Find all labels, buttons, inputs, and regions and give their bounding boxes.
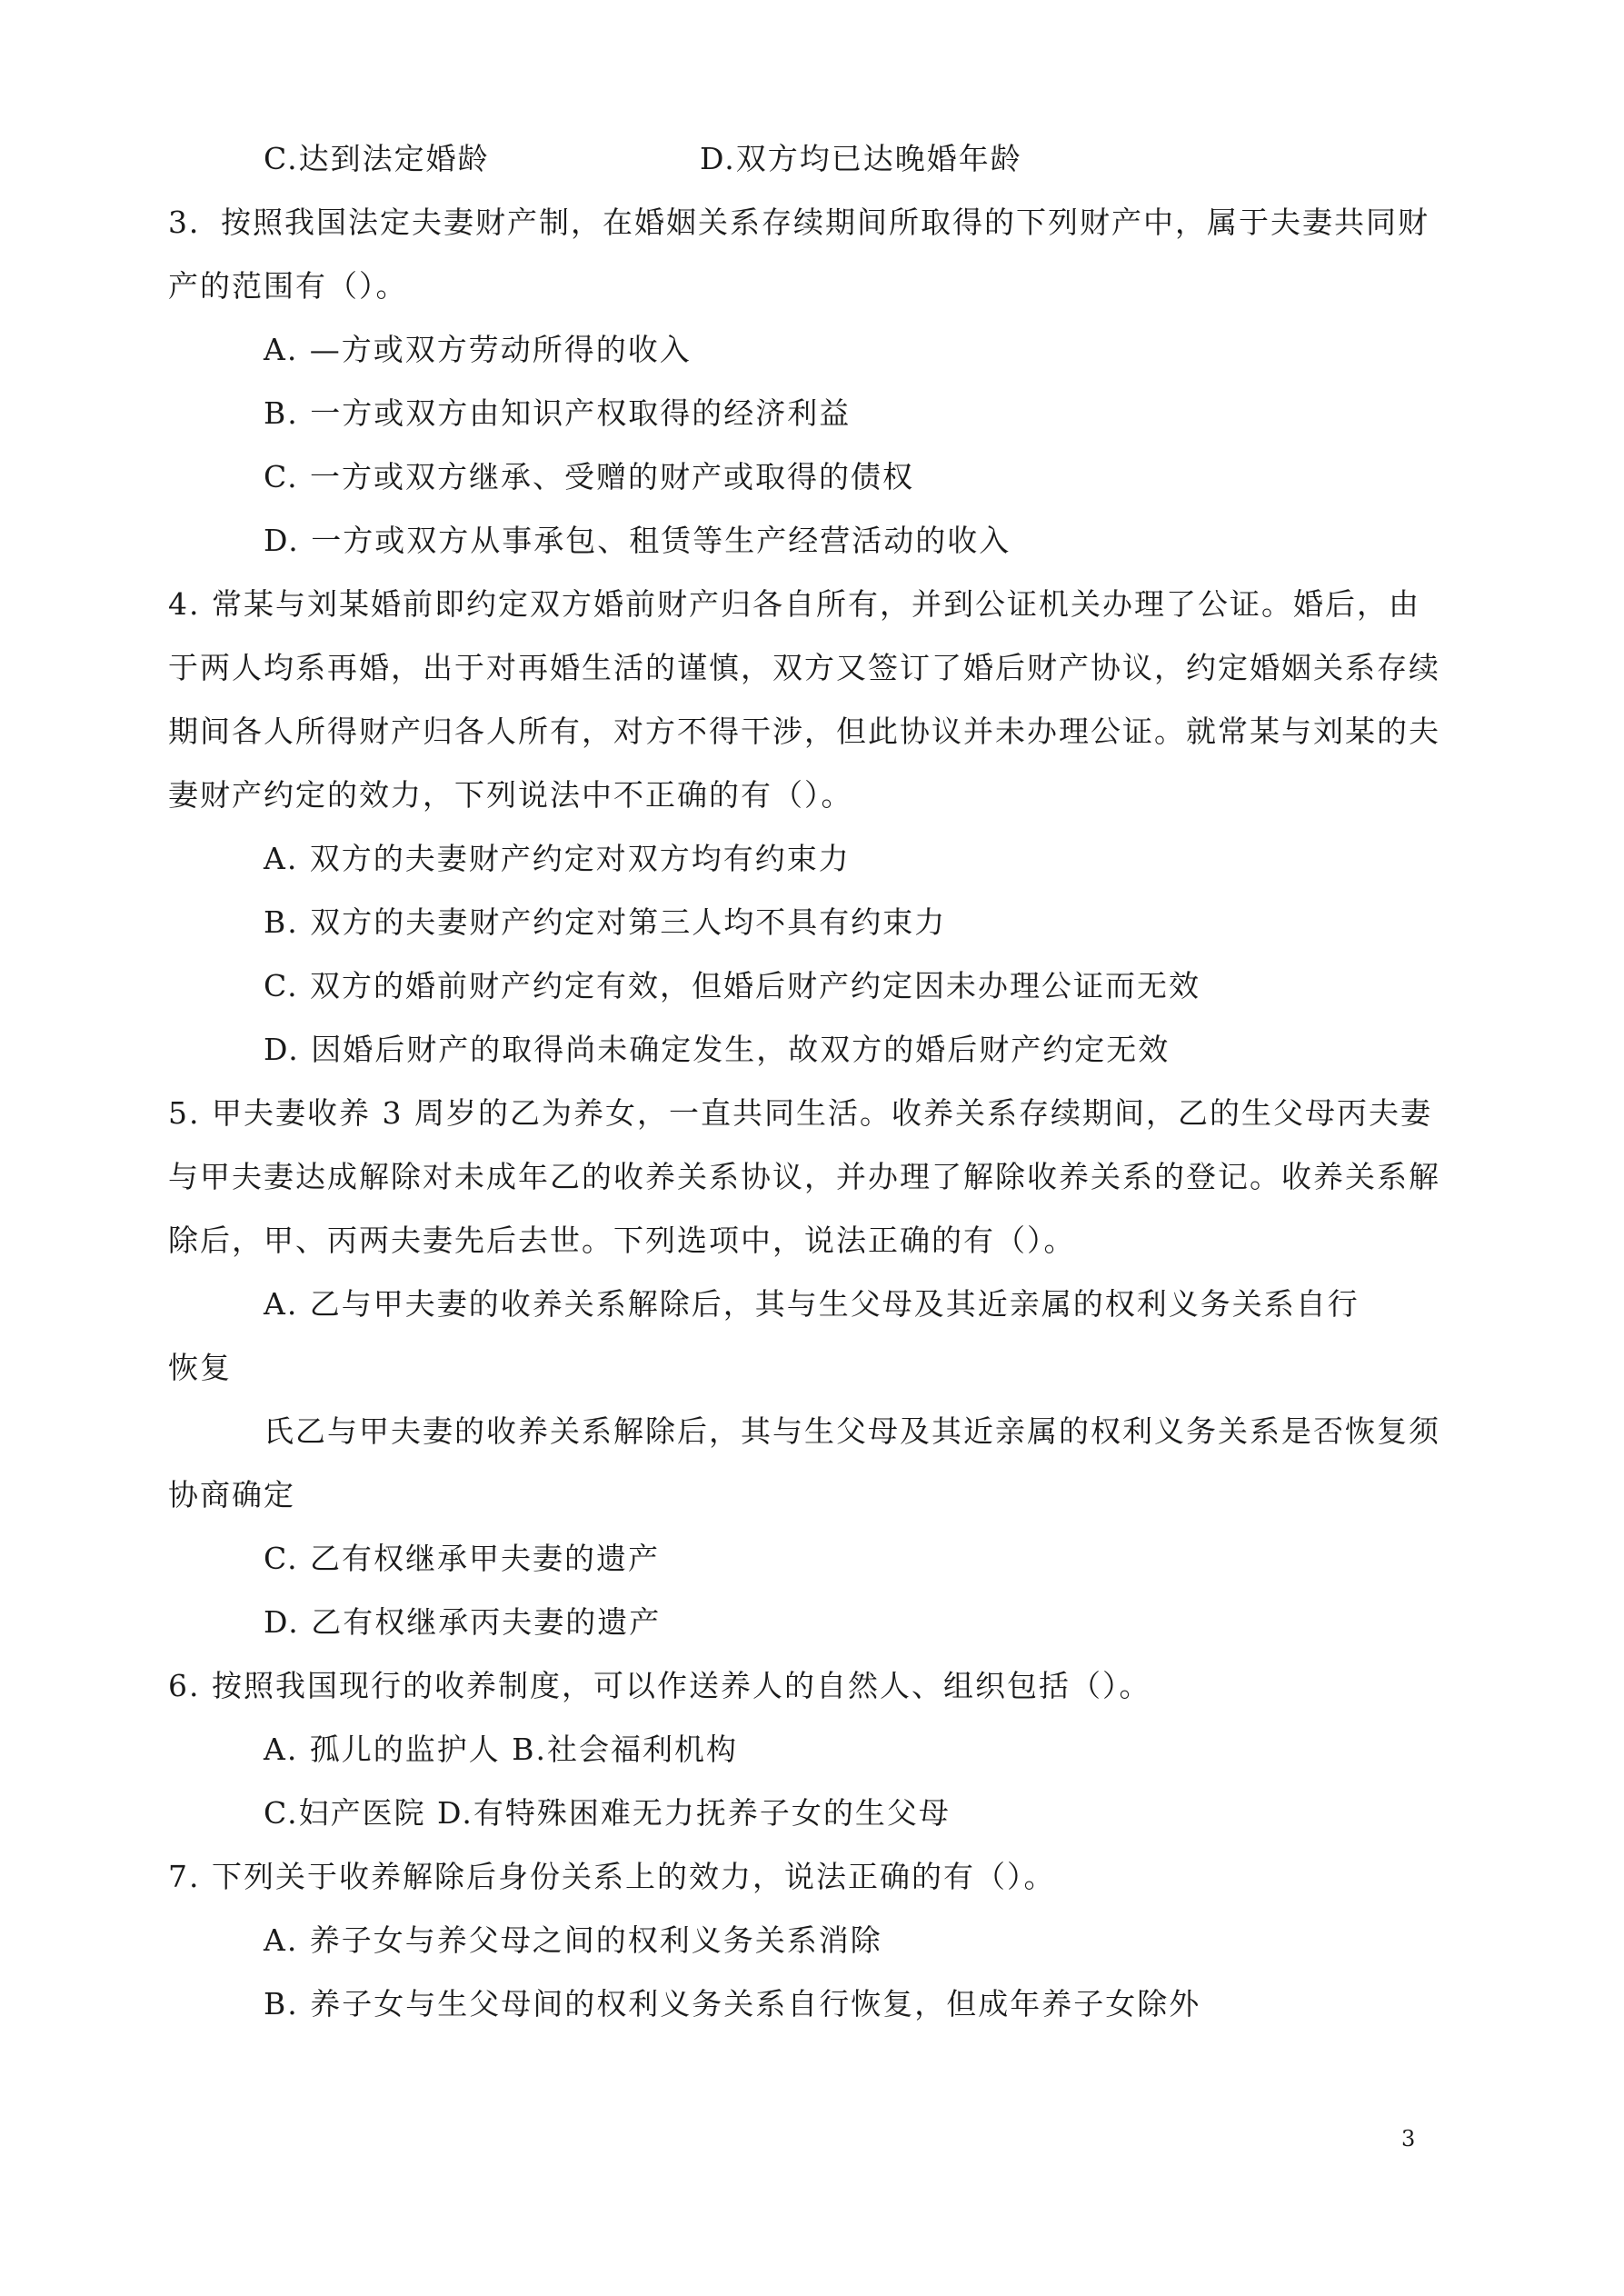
q3-option-b: B. 一方或双方由知识产权取得的经济利益 <box>264 395 852 431</box>
q3-option-d: D. 一方或双方从事承包、租赁等生产经营活动的收入 <box>264 523 1011 558</box>
q3-option-a: A. —方或双方劳动所得的收入 <box>264 332 692 367</box>
q4-stem-line-2: 于两人均系再婚，出于对再婚生活的谨慎，双方又签订了婚后财产协议，约定婚姻关系存续 <box>168 650 1440 685</box>
q5-stem-line-1: 5. 甲夫妻收养 3 周岁的乙为养女，一直共同生活。收养关系存续期间，乙的生父母丙夫妻 <box>168 1095 1432 1131</box>
q4-option-c: C. 双方的婚前财产约定有效，但婚后财产约定因未办理公证而无效 <box>264 968 1201 1003</box>
q5-option-a-line-2: 恢复 <box>168 1350 232 1385</box>
q6-options-cd: C.妇产医院 D.有特殊困难无力抚养子女的生父母 <box>264 1795 951 1831</box>
q5-option-d: D. 乙有权继承丙夫妻的遗产 <box>264 1604 662 1640</box>
q7-option-a: A. 养子女与养父母之间的权利义务关系消除 <box>264 1922 882 1958</box>
q6-options-ab: A. 孤儿的监护人 B.社会福利机构 <box>264 1732 739 1767</box>
q4-option-a: A. 双方的夫妻财产约定对双方均有约束力 <box>264 841 851 876</box>
q3-stem-line-2: 产的范围有（）。 <box>168 268 408 304</box>
q6-stem: 6. 按照我国现行的收养制度，可以作送养人的自然人、组织包括（）。 <box>168 1668 1151 1703</box>
q5-option-b-line-1: 氏乙与甲夫妻的收养关系解除后，其与生父母及其近亲属的权利义务关系是否恢复须 <box>264 1413 1440 1449</box>
q4-option-b: B. 双方的夫妻财产约定对第三人均不具有约束力 <box>264 904 947 940</box>
q2-option-d: D.双方均已达晚婚年龄 <box>700 141 1022 176</box>
q4-stem-line-1: 4. 常某与刘某婚前即约定双方婚前财产归各自所有，并到公证机关办理了公证。婚后，由 <box>168 586 1420 622</box>
q5-option-c: C. 乙有权继承甲夫妻的遗产 <box>264 1541 661 1576</box>
q7-stem: 7. 下列关于收养解除后身份关系上的效力，说法正确的有（）。 <box>168 1859 1056 1894</box>
q5-stem-line-2: 与甲夫妻达成解除对未成年乙的收养关系协议，并办理了解除收养关系的登记。收养关系解 <box>168 1159 1440 1194</box>
q7-option-b: B. 养子女与生父母间的权利义务关系自行恢复，但成年养子女除外 <box>264 1986 1201 2021</box>
page-number: 3 <box>1401 2126 1416 2151</box>
q2-option-c: C.达到法定婚龄 <box>264 141 490 176</box>
q4-stem-line-4: 妻财产约定的效力，下列说法中不正确的有（）。 <box>168 777 853 813</box>
q3-option-c: C. 一方或双方继承、受赠的财产或取得的债权 <box>264 459 915 494</box>
q3-stem-line-1: 3．按照我国法定夫妻财产制，在婚姻关系存续期间所取得的下列财产中，属于夫妻共同财 <box>168 205 1430 240</box>
q5-option-a-line-1: A. 乙与甲夫妻的收养关系解除后，其与生父母及其近亲属的权利义务关系自行 <box>264 1286 1360 1322</box>
q5-stem-line-3: 除后，甲、丙两夫妻先后去世。下列选项中，说法正确的有（）。 <box>168 1223 1076 1258</box>
q4-option-d: D. 因婚后财产的取得尚未确定发生，故双方的婚后财产约定无效 <box>264 1032 1171 1067</box>
q5-option-b-line-2: 协商确定 <box>168 1477 295 1512</box>
q4-stem-line-3: 期间各人所得财产归各人所有，对方不得干涉，但此协议并未办理公证。就常某与刘某的夫 <box>168 714 1440 749</box>
